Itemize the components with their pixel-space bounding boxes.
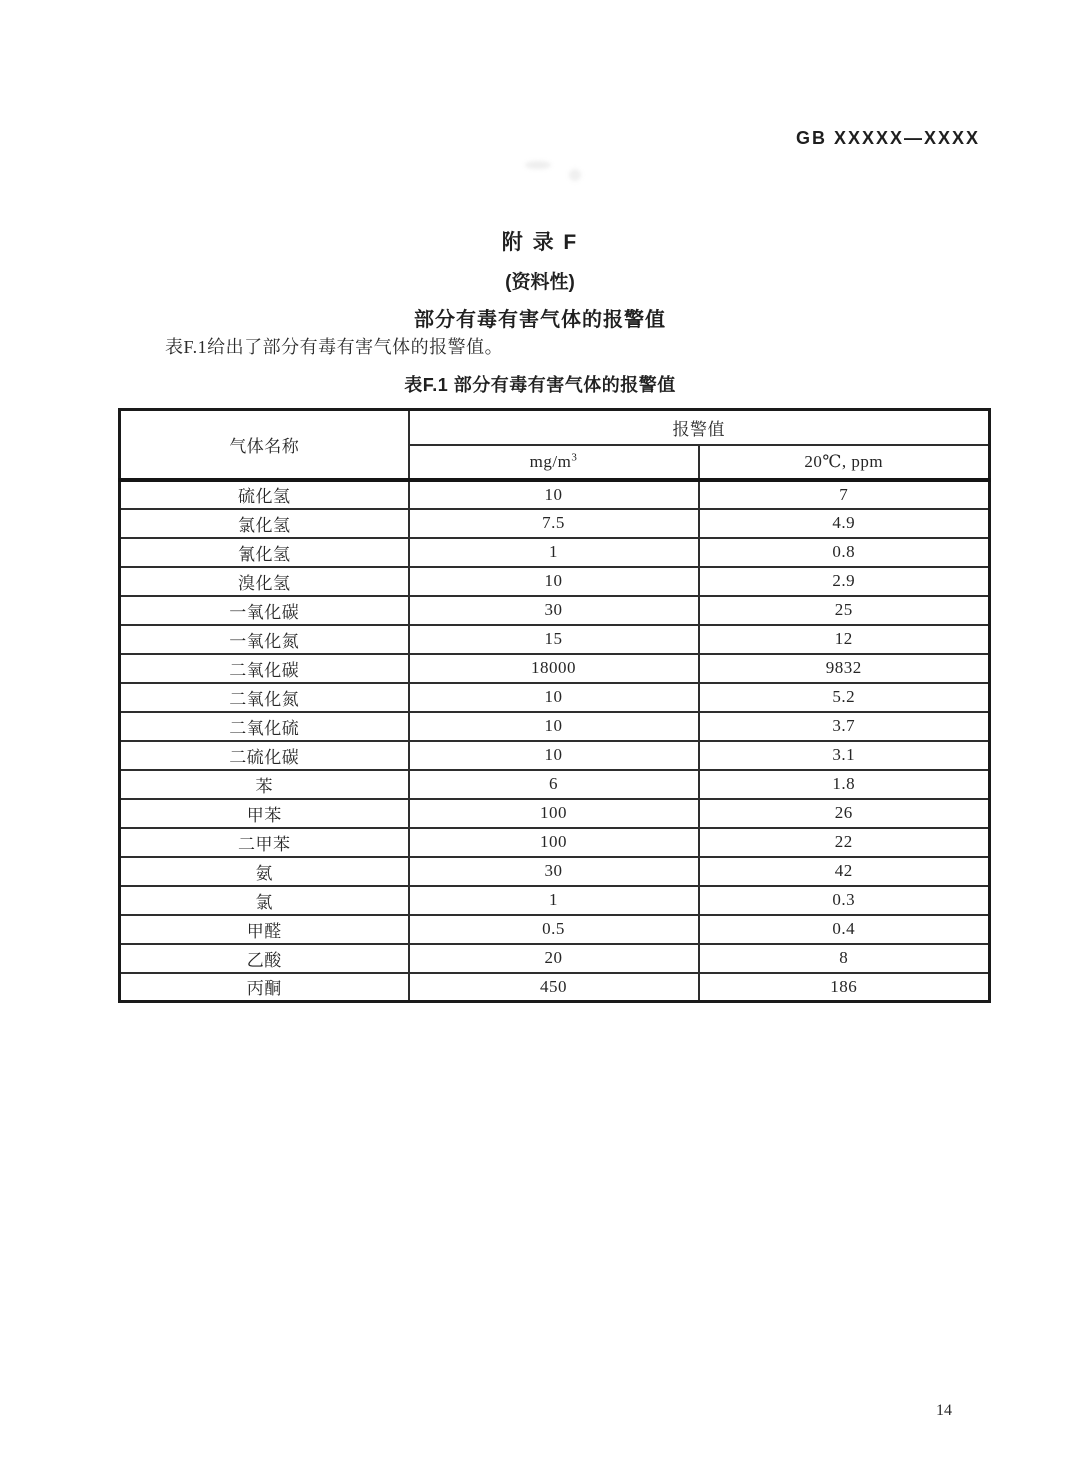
table-row [120, 828, 990, 857]
mg-value-cell: 10 [409, 741, 699, 770]
ppm-value-cell: 25 [699, 596, 990, 625]
gas-name-cell: 丙酮 [120, 973, 409, 1002]
mg-value-cell: 100 [409, 828, 699, 857]
appendix-subtitle-informative: (资料性) [505, 272, 575, 293]
mg-value-cell: 15 [409, 625, 699, 654]
gas-name-cell: 二氧化氮 [120, 683, 409, 712]
gas-name-cell: 苯 [120, 770, 409, 799]
mg-value-cell: 30 [409, 857, 699, 886]
ppm-value-cell: 3.7 [699, 712, 990, 741]
ppm-value-cell: 9832 [699, 654, 990, 683]
gas-name-cell: 氯 [120, 886, 409, 915]
mg-value-cell: 1 [409, 886, 699, 915]
gas-name-cell: 甲醛 [120, 915, 409, 944]
table-row [120, 915, 990, 944]
gas-name-cell: 一氧化氮 [120, 625, 409, 654]
table-row [120, 509, 990, 538]
unit-mg-text: mg/m [529, 451, 572, 471]
table-row [120, 712, 990, 741]
table-row [120, 654, 990, 683]
mg-value-cell: 6 [409, 770, 699, 799]
gas-table-header [120, 410, 990, 480]
mg-value-cell: 450 [409, 973, 699, 1002]
gas-name-column-header: 气体名称 [120, 410, 409, 480]
table-row [120, 944, 990, 973]
scan-smudge [525, 161, 551, 169]
table-row [120, 799, 990, 828]
unit-mg-superscript: 3 [571, 450, 578, 463]
page-number: 14 [936, 1402, 952, 1419]
ppm-value-cell: 12 [699, 625, 990, 654]
table-row [120, 857, 990, 886]
header-row-top [120, 410, 990, 445]
ppm-value-cell: 8 [699, 944, 990, 973]
mg-value-cell: 7.5 [409, 509, 699, 538]
mg-value-cell: 20 [409, 944, 699, 973]
ppm-value-cell: 5.2 [699, 683, 990, 712]
unit-ppm-header: 20℃, ppm [699, 445, 990, 480]
gas-name-cell: 二氧化硫 [120, 712, 409, 741]
mg-value-cell: 10 [409, 712, 699, 741]
mg-value-cell: 30 [409, 596, 699, 625]
intro-paragraph: 表F.1给出了部分有毒有害气体的报警值。 [165, 337, 504, 357]
table-row [120, 741, 990, 770]
gas-name-cell: 溴化氢 [120, 567, 409, 596]
table-row [120, 770, 990, 799]
ppm-value-cell: 7 [699, 480, 990, 509]
ppm-value-cell: 2.9 [699, 567, 990, 596]
ppm-value-cell: 186 [699, 973, 990, 1002]
ppm-value-cell: 26 [699, 799, 990, 828]
table-row [120, 683, 990, 712]
appendix-title: 附 录 F [501, 231, 579, 254]
table-row [120, 886, 990, 915]
ppm-value-cell: 42 [699, 857, 990, 886]
mg-value-cell: 0.5 [409, 915, 699, 944]
gas-name-cell: 二硫化碳 [120, 741, 409, 770]
table-row [120, 567, 990, 596]
gas-name-cell: 二氧化碳 [120, 654, 409, 683]
mg-value-cell: 1 [409, 538, 699, 567]
ppm-value-cell: 3.1 [699, 741, 990, 770]
scan-artifact [525, 155, 595, 185]
mg-value-cell: 10 [409, 567, 699, 596]
unit-mg-per-m3-header [409, 445, 699, 480]
table-row [120, 480, 990, 509]
table-row [120, 596, 990, 625]
mg-value-cell: 10 [409, 683, 699, 712]
table-row [120, 973, 990, 1002]
ppm-value-cell: 0.4 [699, 915, 990, 944]
ppm-value-cell: 4.9 [699, 509, 990, 538]
gas-name-cell: 硫化氢 [120, 480, 409, 509]
standard-number-header: GB XXXXX—XXXX [795, 128, 980, 148]
ppm-value-cell: 22 [699, 828, 990, 857]
gas-name-cell: 二甲苯 [120, 828, 409, 857]
ppm-value-cell: 0.8 [699, 538, 990, 567]
ppm-value-cell: 0.3 [699, 886, 990, 915]
gas-name-cell: 甲苯 [120, 799, 409, 828]
mg-value-cell: 100 [409, 799, 699, 828]
mg-value-cell: 10 [409, 480, 699, 509]
table-row [120, 538, 990, 567]
gas-name-cell: 氨 [120, 857, 409, 886]
ppm-value-cell: 1.8 [699, 770, 990, 799]
gas-name-cell: 一氧化碳 [120, 596, 409, 625]
table-caption: 表F.1 部分有毒有害气体的报警值 [404, 375, 676, 395]
table-row [120, 625, 990, 654]
gas-alarm-table [118, 408, 991, 1003]
alarm-value-column-header: 报警值 [409, 410, 990, 445]
gas-name-cell: 氯化氢 [120, 509, 409, 538]
scan-smudge [569, 169, 581, 181]
gas-name-cell: 氰化氢 [120, 538, 409, 567]
mg-value-cell: 18000 [409, 654, 699, 683]
appendix-subtitle-topic: 部分有毒有害气体的报警值 [414, 309, 666, 331]
gas-table-body [120, 480, 990, 1002]
gas-name-cell: 乙酸 [120, 944, 409, 973]
appendix-title-block [0, 226, 1080, 332]
